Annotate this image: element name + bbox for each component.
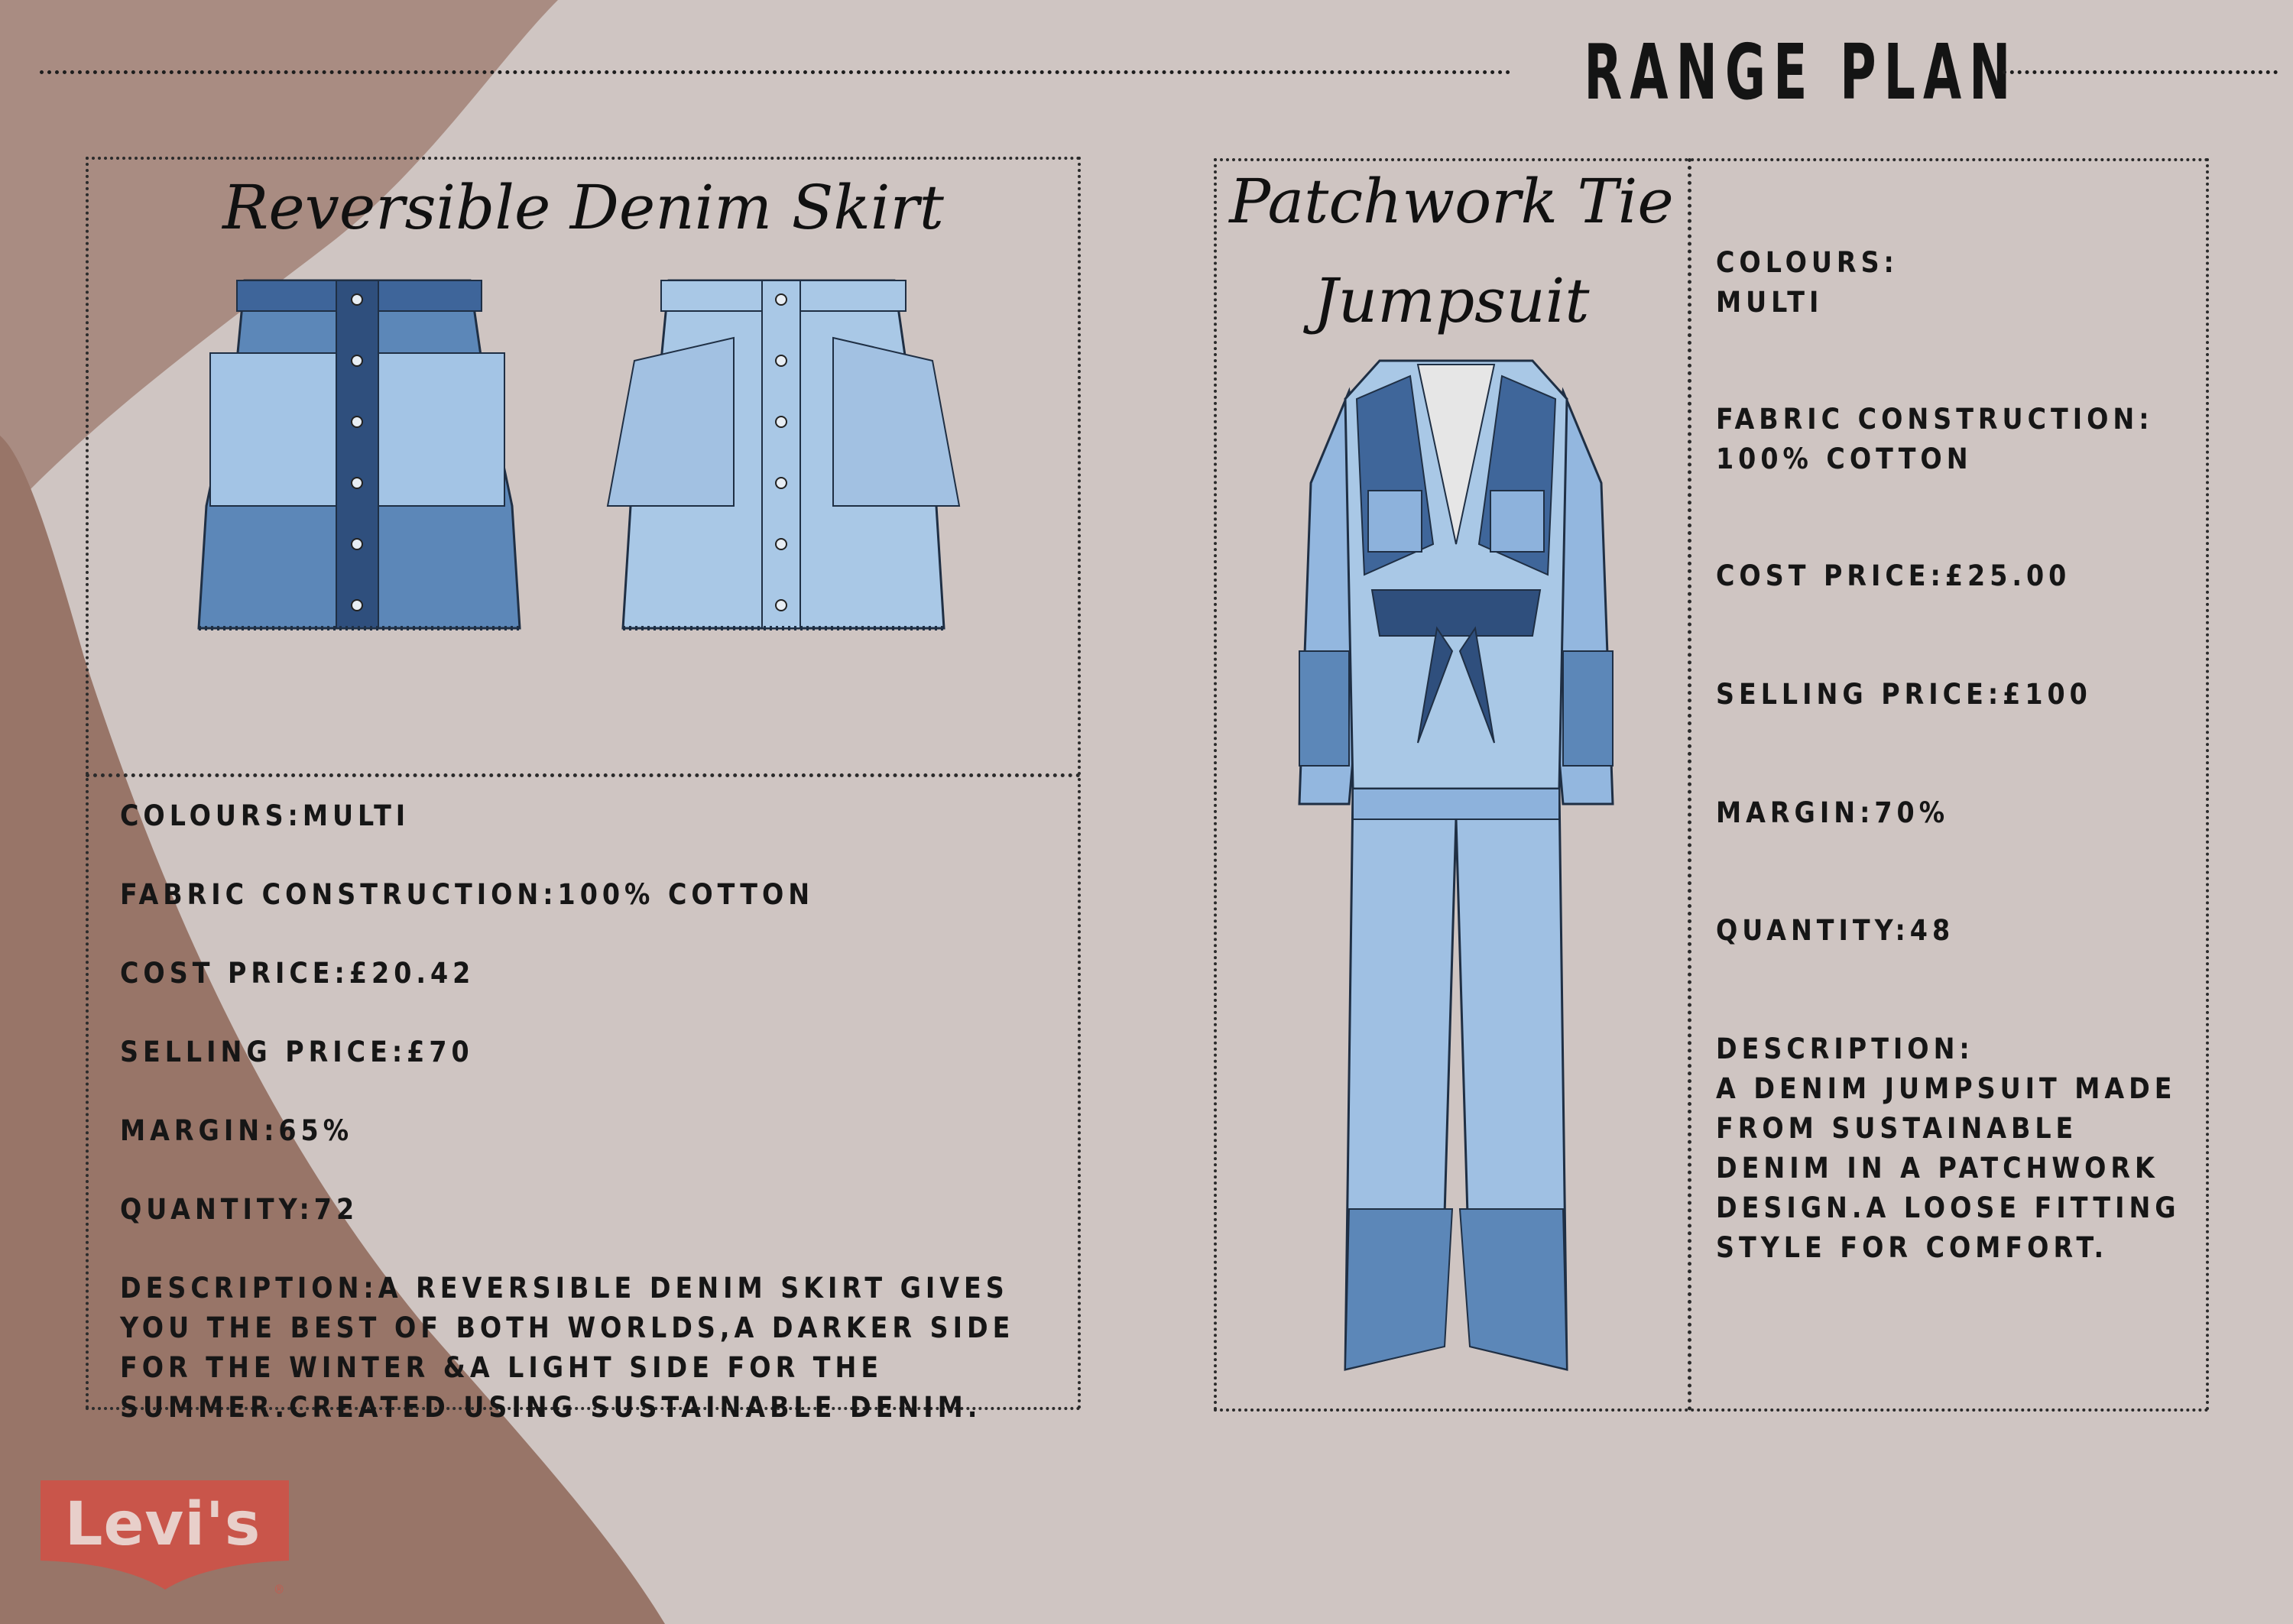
jumpsuit-cost-price: COST PRICE:£25.00 bbox=[1716, 559, 2071, 592]
jumpsuit-illustration bbox=[1296, 345, 1617, 1385]
jumpsuit-panel-divider bbox=[1688, 158, 1691, 1412]
logo-text: Levi's bbox=[64, 1490, 261, 1559]
jumpsuit-selling-price: SELLING PRICE:£100 bbox=[1716, 678, 2092, 711]
jumpsuit-name-line-2: Jumpsuit bbox=[1313, 265, 1590, 336]
skirt-dark-side-illustration bbox=[161, 277, 558, 674]
skirt-description: DESCRIPTION:A REVERSIBLE DENIM SKIRT GIVES YOU THE BEST OF BOTH WORLDS,A DARKER SIDE FOR THE WINTER &A LIGHT SIDE FOR THE SUMMER.CREATED USING SUSTAINABLE DENIM. bbox=[120, 1272, 1015, 1424]
jumpsuit-description: A DENIM JUMPSUIT MADE FROM SUSTAINABLE DENIM IN A PATCHWORK DESIGN.A LOOSE FITTING STYLE FOR COMFORT. bbox=[1716, 1072, 2181, 1264]
skirt-light-side-illustration bbox=[585, 277, 982, 674]
jumpsuit-description-label: DESCRIPTION: bbox=[1716, 1032, 1974, 1065]
jumpsuit-fabric-label: FABRIC CONSTRUCTION: bbox=[1716, 403, 2154, 436]
logo-registered-mark: ® bbox=[274, 1582, 285, 1596]
skirt-selling-price: SELLING PRICE:£70 bbox=[120, 1036, 474, 1068]
skirt-colours: COLOURS:MULTI bbox=[120, 799, 410, 832]
skirt-name: Reversible Denim Skirt bbox=[222, 172, 944, 243]
skirt-fabric: FABRIC CONSTRUCTION:100% COTTON bbox=[120, 878, 815, 911]
title-rule-left bbox=[40, 70, 1511, 74]
page-title: RANGE PLAN bbox=[1584, 28, 2019, 117]
jumpsuit-colours-value: MULTI bbox=[1716, 286, 1824, 319]
skirt-cost-price: COST PRICE:£20.42 bbox=[120, 957, 475, 990]
skirt-quantity: QUANTITY:72 bbox=[120, 1193, 359, 1226]
jumpsuit-margin: MARGIN:70% bbox=[1716, 796, 1950, 829]
batwing-logo-icon bbox=[37, 1477, 297, 1595]
skirt-margin: MARGIN:65% bbox=[120, 1114, 354, 1147]
jumpsuit-colours-label: COLOURS: bbox=[1716, 246, 1899, 279]
jumpsuit-quantity: QUANTITY:48 bbox=[1716, 914, 1955, 947]
jumpsuit-name-line-1: Patchwork Tie bbox=[1229, 166, 1674, 237]
skirt-panel-divider bbox=[86, 773, 1081, 777]
title-rule-right bbox=[2003, 70, 2278, 74]
jumpsuit-fabric-value: 100% COTTON bbox=[1716, 442, 1973, 475]
